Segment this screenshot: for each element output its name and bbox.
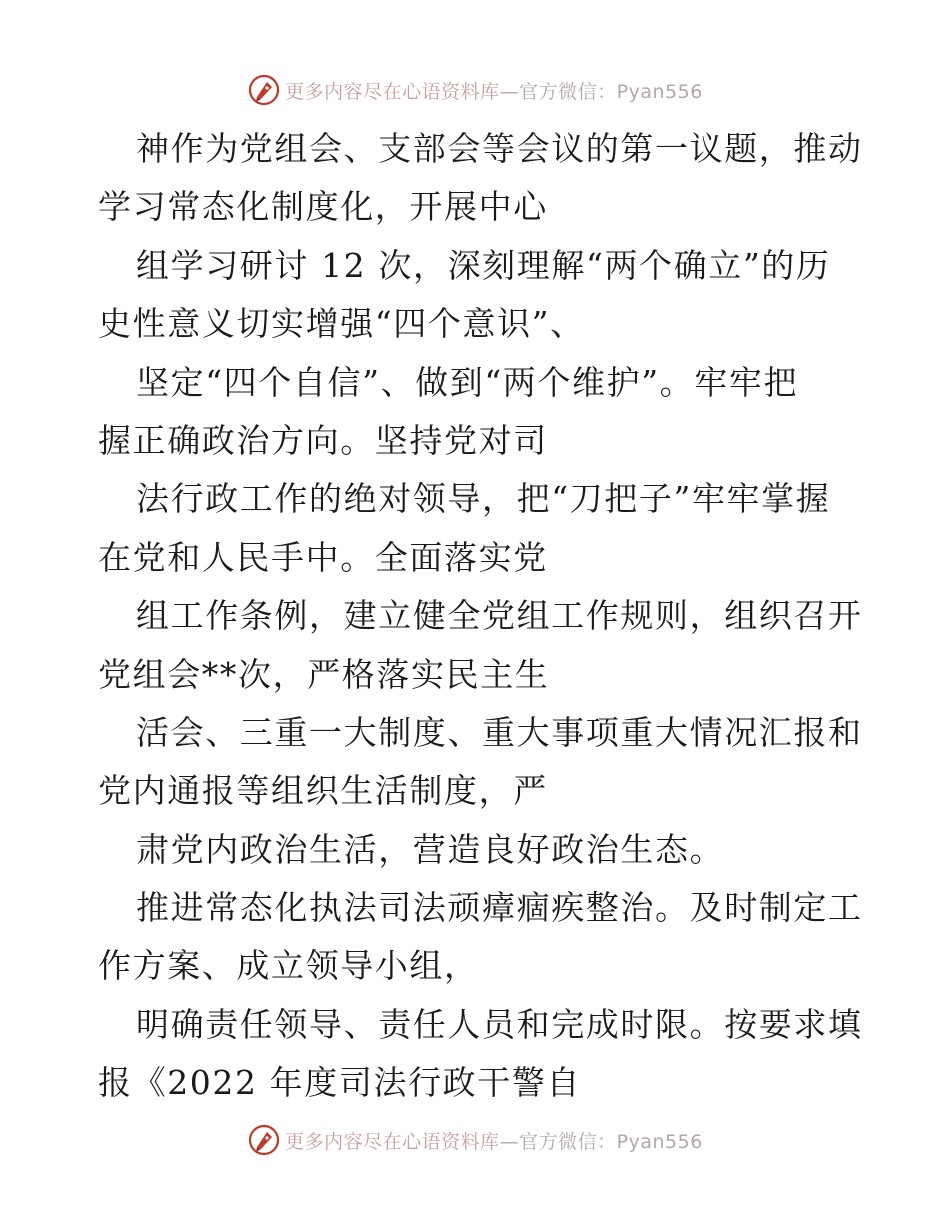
- text-line: 握正确政治方向。坚持党对司: [98, 420, 548, 460]
- text-line: 学习常态化制度化，开展中心: [98, 187, 548, 227]
- text-line: 法行政工作的绝对领导，把“刀把子”牢牢掌握: [136, 479, 831, 519]
- text-line: 组学习研讨 12 次，深刻理解“两个确立”的历: [136, 245, 831, 285]
- footer-watermark: [0, 1120, 950, 1160]
- watermark-text: 更多内容尽在心语资料库—官方微信：Pyan556: [285, 1130, 703, 1153]
- text-line: 报《2022 年度司法行政干警自: [98, 1063, 582, 1103]
- text-line: 明确责任领导、责任人员和完成时限。按要求填: [136, 1004, 863, 1044]
- text-line: 活会、三重一大制度、重大事项重大情况汇报和: [136, 712, 863, 752]
- text-line: 肃党内政治生活，营造良好政治生态。: [136, 829, 725, 869]
- text-line: 神作为党组会、支部会等会议的第一议题，推动: [136, 129, 863, 168]
- text-line: 党组会**次，严格落实民主生: [98, 654, 550, 694]
- text-line: 坚定“四个自信”、做到“两个维护”。牢牢把: [136, 362, 799, 402]
- text-line: 党内通报等组织生活制度，严: [98, 771, 548, 811]
- fountain-pen-logo-icon: [247, 1123, 281, 1157]
- header-watermark: [0, 70, 950, 110]
- text-line: 在党和人民手中。全面落实党: [98, 537, 548, 577]
- text-line: 推进常态化执法司法顽瘴痼疾整治。及时制定工: [136, 888, 863, 928]
- text-line: 作方案、成立领导小组，: [98, 946, 479, 986]
- text-line: 组工作条例，建立健全党组工作规则，组织召开: [136, 596, 863, 636]
- document-body: [98, 120, 863, 1113]
- fountain-pen-logo-icon: [247, 73, 281, 107]
- watermark-text: 更多内容尽在心语资料库—官方微信：Pyan556: [285, 80, 703, 103]
- text-line: 史性意义切实增强“四个意识”、: [98, 304, 585, 344]
